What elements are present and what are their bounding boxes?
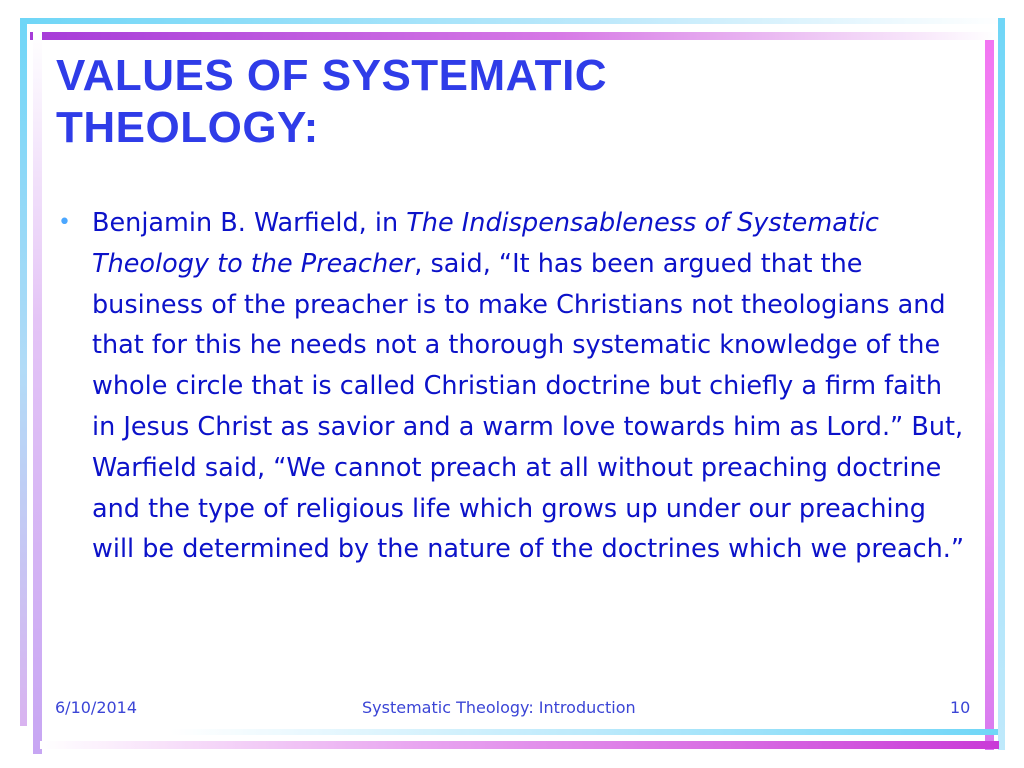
slide-body [56,203,966,570]
decorative-bar-bottom-light [170,729,998,735]
decorative-bar-bottom [40,741,999,749]
page-number: 10 [950,698,971,717]
bullet-text-quote: , said, “It has been argued that the business of the preacher is to make Christians not theologians and that for this he needs not a thorough systematic knowledge of the whole circle that is called Christian doctrine but chiefly a firm faith in Jesus Christ as savior and a warm love towards him as Lord.” But, Warfield said, “We cannot preach at all without preaching doctrine and the type of religious life which grows up under our preaching will be determined by the nature of the doctrines which we preach.” [92,248,965,565]
decorative-bar-top [30,32,996,40]
bullet-marker: • [58,210,71,235]
bullet-text-intro: Benjamin B. Warfield, in [92,208,407,238]
decorative-bar-top-light [20,18,1006,24]
slide-title-line-2: THEOLOGY: [56,103,319,152]
decorative-bar-right-light [998,18,1005,750]
bullet-item [56,203,966,570]
slide-title-line-1: VALUES OF SYSTEMATIC [56,51,608,100]
book-title: The Indispensableness of Systematic Theology to the Preacher [92,208,879,279]
decorative-bar-left-light [20,18,27,726]
footer-title: Systematic Theology: Introduction [362,698,636,717]
decorative-bar-left [33,32,42,754]
decorative-bar-right [985,40,994,750]
slide-title [56,50,956,154]
footer-date: 6/10/2014 [55,698,138,717]
